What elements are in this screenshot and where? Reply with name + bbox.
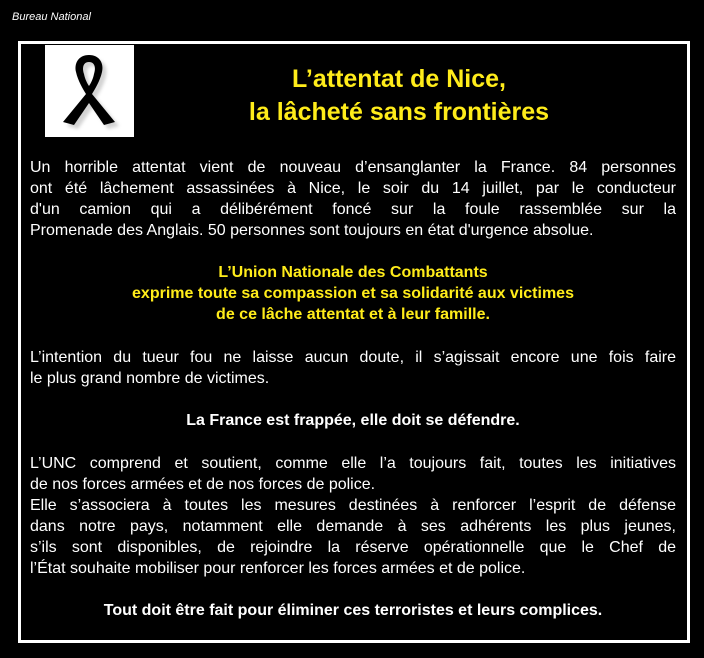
page-title xyxy=(140,63,658,129)
intent-paragraph xyxy=(30,347,676,389)
paragraph-line: Elle s’associera à toutes les mesures destinées à renforcer l’esprit de défense xyxy=(30,497,676,514)
paragraph-line: ont été lâchement assassinées à Nice, le soir du 14 juillet, par le conducteur xyxy=(30,180,676,197)
unc-statement xyxy=(30,262,676,325)
paragraph-line: le plus grand nombre de victimes. xyxy=(30,370,270,387)
statement-line: de ce lâche attentat et à leur famille. xyxy=(216,306,490,323)
paragraph-line: dans notre pays, notamment elle demande à ses adhérents les plus jeunes, xyxy=(30,518,676,535)
title-line-2: la lâcheté sans frontières xyxy=(248,98,550,126)
paragraph-line: d'un camion qui a délibérément foncé sur la foule rassemblée sur la xyxy=(30,201,676,218)
title-line-1: L’attentat de Nice, xyxy=(292,65,506,93)
paragraph-line: L’UNC comprend et soutient, comme elle l’a toujours fait, toutes les initiatives xyxy=(30,455,676,472)
paragraph-line: L’intention du tueur fou ne laisse aucun doute, il s’agissait encore une fois faire xyxy=(30,349,676,366)
paragraph-line: Promenade des Anglais. 50 personnes sont toujours en état d'urgence absolue. xyxy=(30,222,594,239)
closing-statement: Tout doit être fait pour éliminer ces terroristes et leurs complices. xyxy=(103,602,603,619)
statement-line: exprime toute sa compassion et sa solidarité aux victimes xyxy=(132,285,574,302)
paragraph-line: Un horrible attentat vient de nouveau d’ensanglanter la France. 84 personnes xyxy=(30,159,676,176)
paragraph-line: s’ils sont disponibles, de rejoindre la réserve opérationnelle que le Chef de xyxy=(30,539,676,556)
headline: La France est frappée, elle doit se défendre. xyxy=(186,412,520,429)
support-paragraph xyxy=(30,453,676,579)
paragraph-line: l’État souhaite mobiliser pour renforcer les forces armées et de police. xyxy=(30,560,526,577)
mourning-ribbon-icon xyxy=(45,45,134,137)
paragraph-line: de nos forces armées et de nos forces de police. xyxy=(30,476,376,493)
statement-line: L’Union Nationale des Combattants xyxy=(218,264,488,281)
intro-paragraph xyxy=(30,157,676,241)
ribbon-image xyxy=(45,45,134,137)
section-label: Bureau National xyxy=(12,11,91,23)
